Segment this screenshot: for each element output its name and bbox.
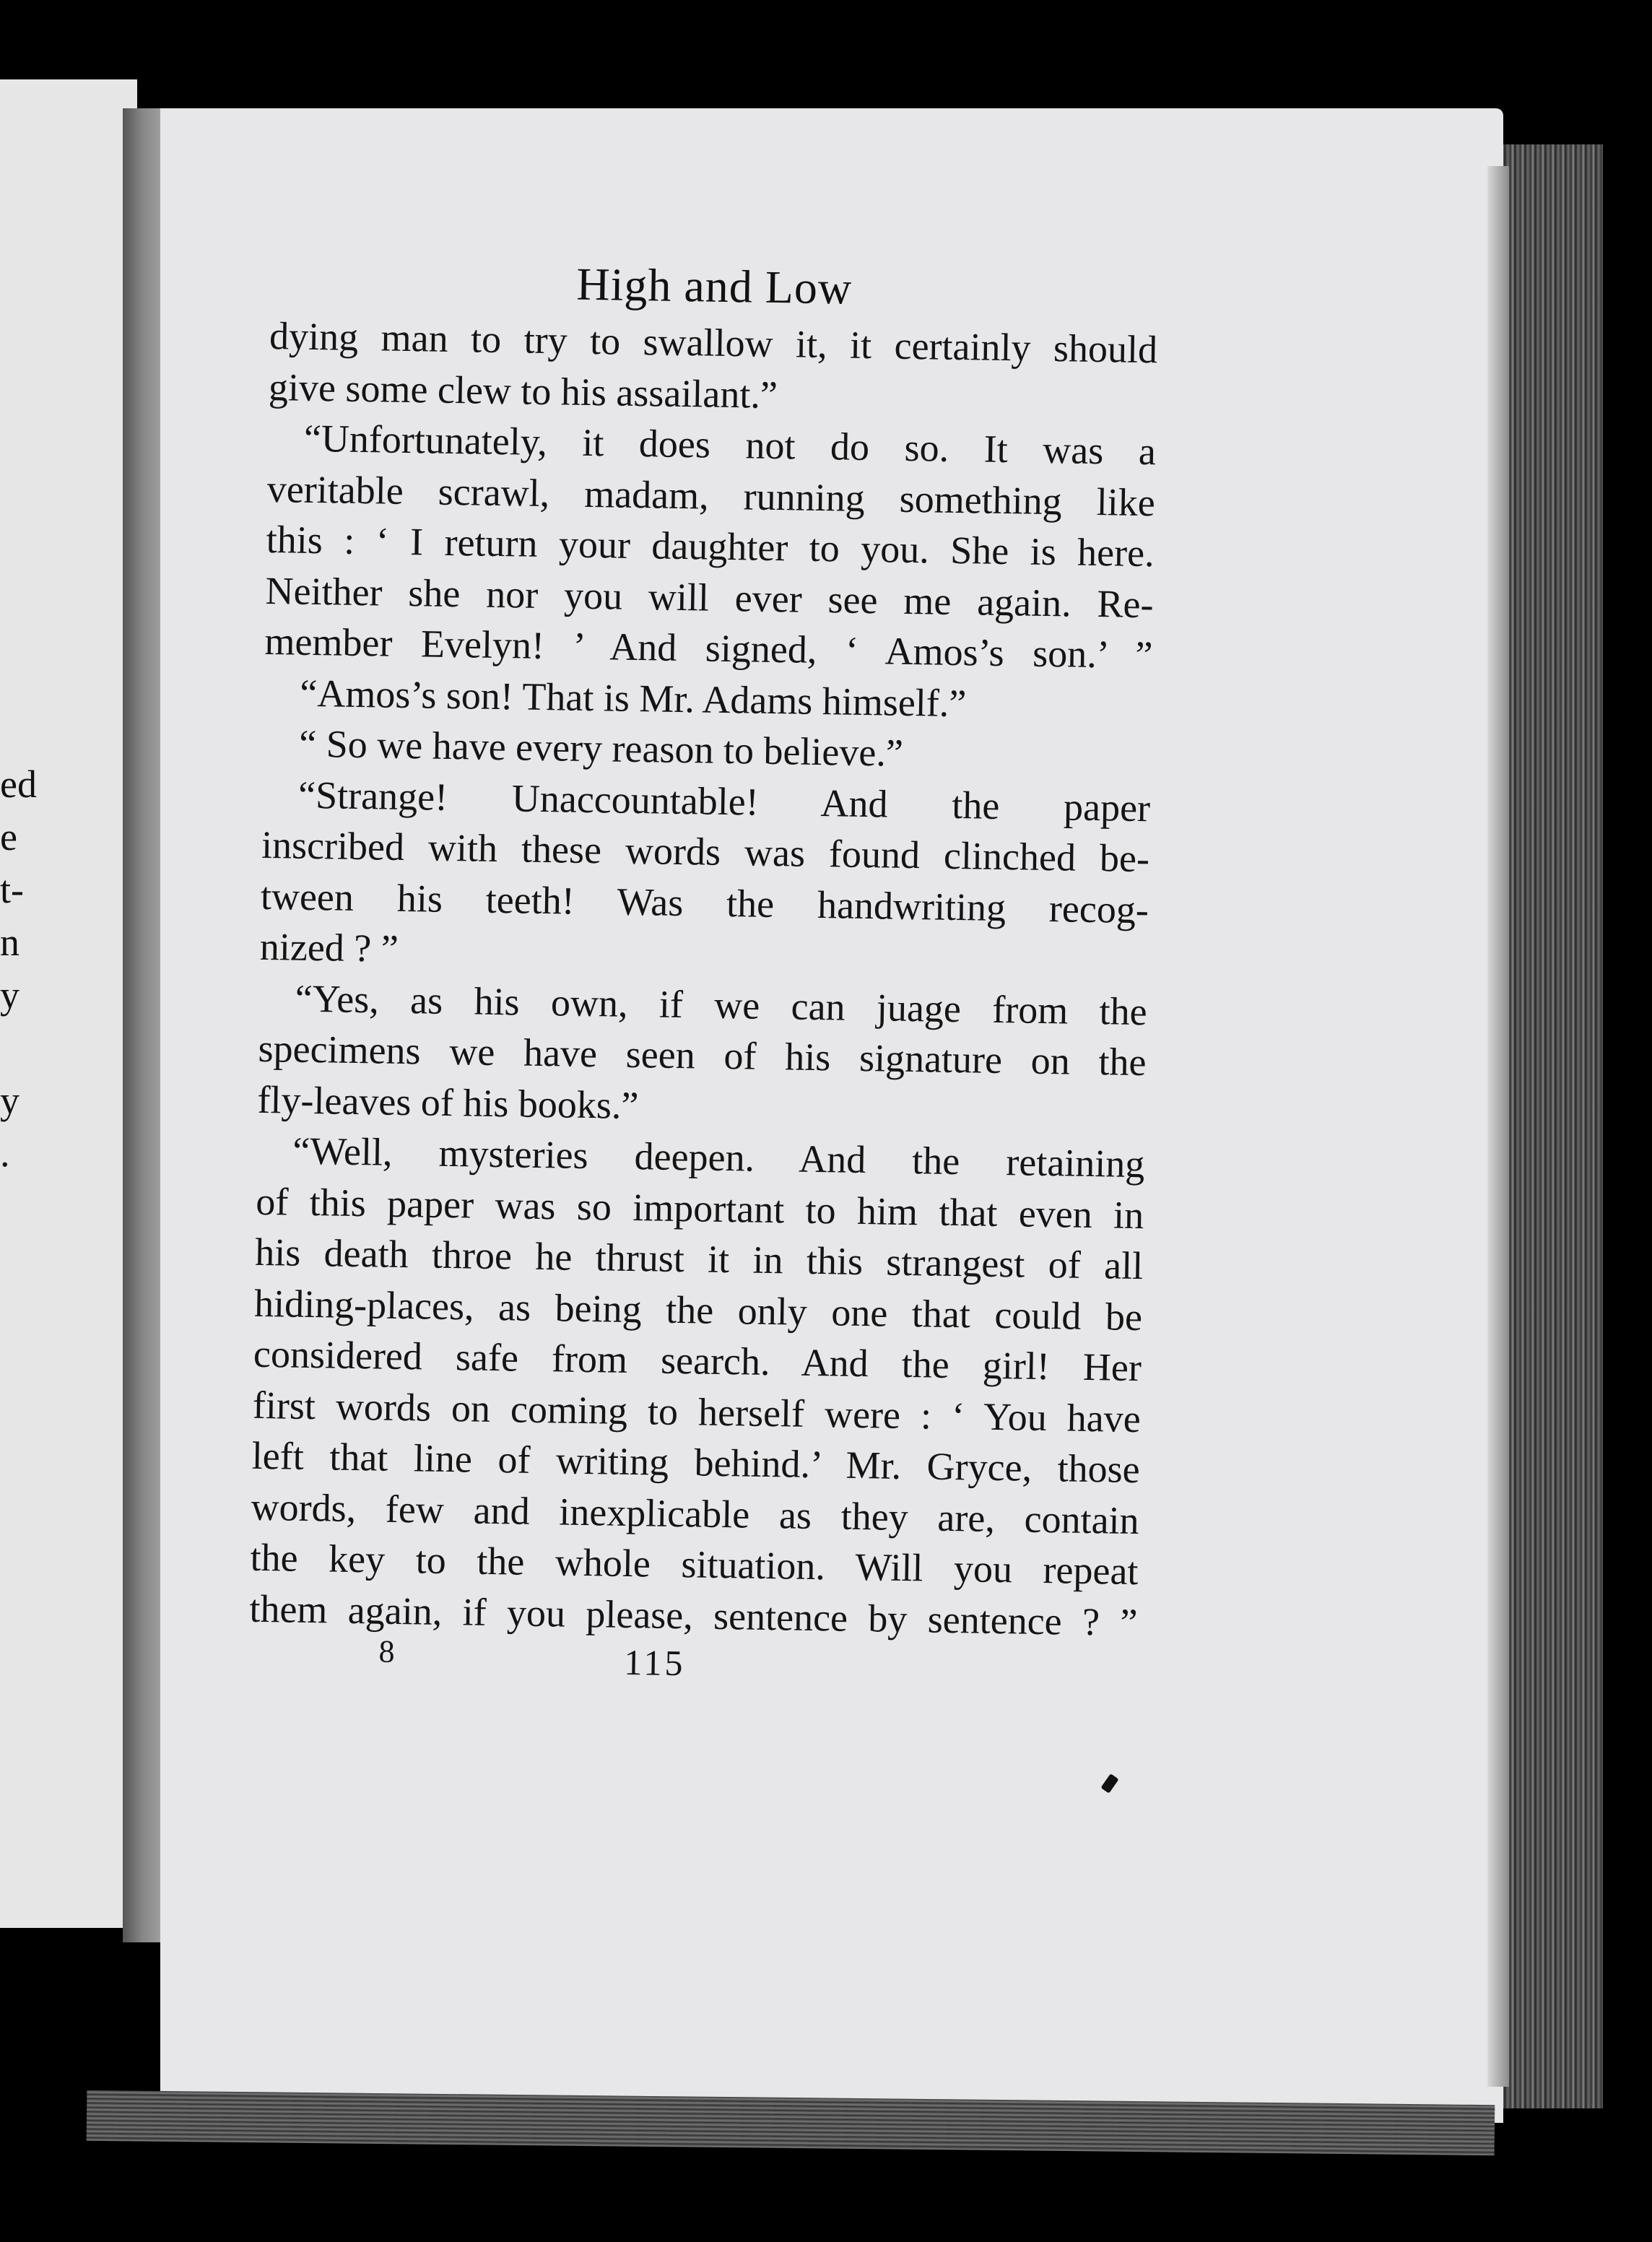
text-line: “Yes, as his own, if we can juage from the [295,976,1148,1033]
text-line: “Well, mysteries deepen. And the retaining [292,1129,1145,1186]
left-page-fragment: y [0,1079,19,1122]
text-line: them again, if you please, sentence by sentence ? ” [249,1586,1138,1644]
text-line: “ So we have every reason to believe.” [298,721,904,775]
text-line: first words on coming to herself were : ‘ You have [252,1383,1142,1441]
left-page-fragment: . [0,1131,10,1175]
left-page-fragment: n [0,921,19,964]
body-text [249,310,1158,1648]
text-line: the key to the whole situation. Will you repeat [250,1535,1139,1594]
text-line: “Amos’s son! That is Mr. Adams himself.” [299,671,967,725]
text-line: “Strange! Unaccountable! And the paper [297,773,1151,830]
text-line: his death throe he thrust it in this strangest of all [254,1230,1144,1288]
left-page-fragment: y [0,973,19,1017]
text-line: dying man to try to swallow it, it certainly should [269,313,1158,372]
text-line: member Evelyn! ’ And signed, ‘ Amos’s son.’ ” [264,619,1153,677]
left-page-fragment: e [0,815,17,859]
text-line: “Unfortunately, it does not do so. It was a [303,416,1157,474]
left-page-fragment: t- [0,868,24,911]
page-edge-highlight [1487,166,1509,2087]
left-facing-page [0,79,137,1928]
page-text-block [248,253,1159,1695]
left-page-fragment [0,1022,29,1074]
text-line: of this paper was so important to him that even in [255,1179,1144,1237]
text-line: words, few and inexplicable as they are, contain [251,1485,1140,1542]
signature-mark: 8 [378,1633,395,1669]
page-fore-edge [1495,144,1603,2108]
text-line: left that line of writing behind.’ Mr. Gryce, those [251,1433,1141,1492]
text-line: veritable scrawl, madam, running something like [266,466,1156,524]
text-line: Neither she nor you will ever see me again. Re- [265,568,1154,626]
text-line: specimens we have seen of his signature on the [258,1026,1147,1085]
text-line: fly-leaves of his books.” [257,1077,639,1127]
text-line: hiding-places, as being the only one that could be [253,1281,1143,1339]
text-line: this : ‘ I return your daughter to you. She is here. [266,517,1155,575]
page-number: 115 [623,1641,686,1684]
running-head: High and Low [575,258,853,314]
text-line: inscribed with these words was found clinched be- [261,822,1150,881]
left-page-fragment: ed [0,762,37,806]
text-line: give some clew to his assailant.” [268,365,778,417]
left-page-text-fragments [0,758,37,1180]
text-line: nized ? ” [259,924,399,970]
text-line: considered safe from search. And the girl! Her [253,1331,1142,1390]
text-line: tween his teeth! Was the handwriting recog- [260,874,1149,931]
